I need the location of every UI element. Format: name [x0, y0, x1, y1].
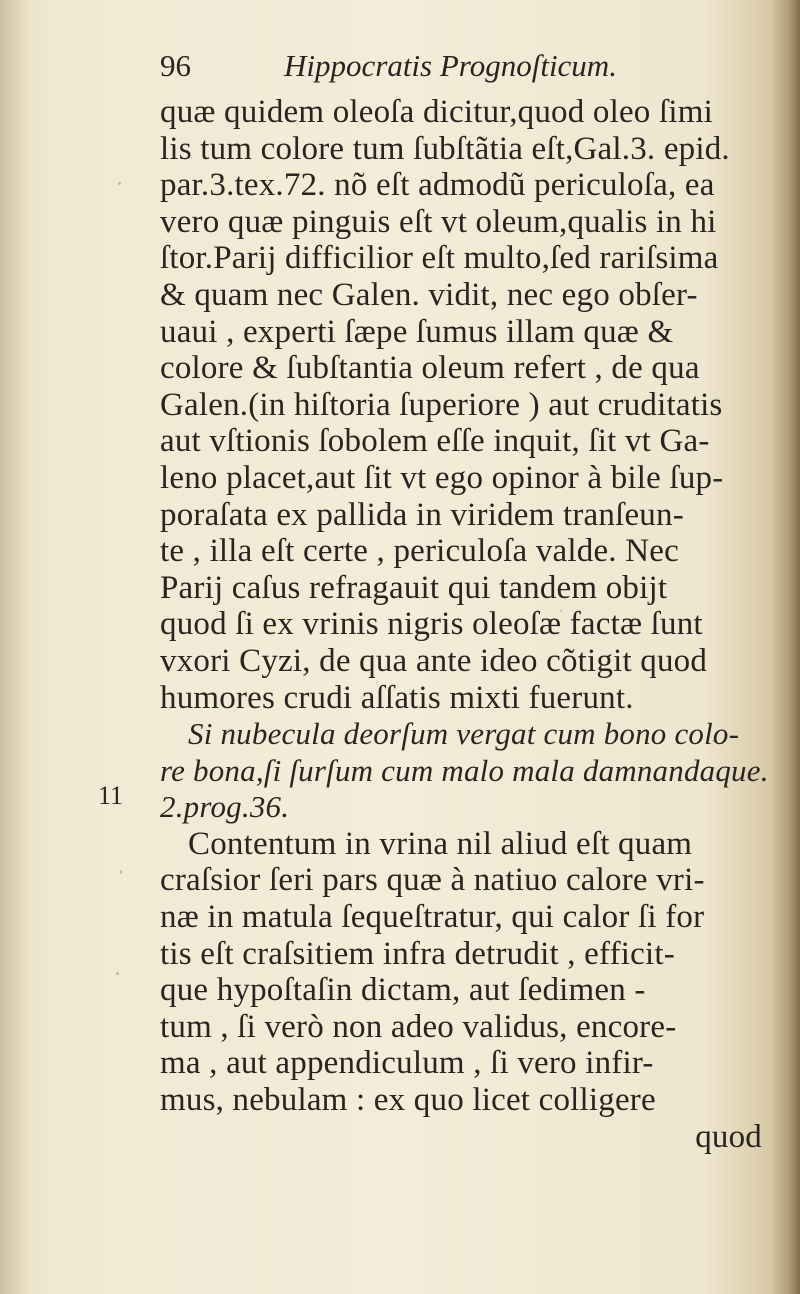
text-line: Contentum in vrina nil aliud eſt quam — [188, 825, 693, 862]
page-header — [160, 44, 770, 94]
paragraph-commentary — [160, 826, 770, 1155]
text-line: Parij caſus refragauit qui tandem obijt — [160, 569, 668, 606]
text-line: quæ quidem oleoſa dicitur,quod oleo ſimi — [160, 94, 713, 130]
text-line: vxori Cyzi, de qua ante ideo cõtigit quod — [160, 642, 708, 679]
catchword: quod — [695, 1118, 762, 1155]
text-line: te , illa eſt certe , periculoſa valde. Nec — [160, 533, 679, 570]
page-gutter-shadow — [0, 0, 30, 1294]
aphorism — [160, 716, 770, 826]
text-line: quod ſi ex vrinis nigris oleoſæ factæ ſunt — [160, 606, 703, 643]
text-line: colore & ſubſtantia oleum refert , de qua — [160, 350, 700, 387]
text-line: ma , aut appendiculum , ſi vero infir- — [160, 1045, 654, 1082]
text-line: Galen.(in hiſtoria ſuperiore ) aut cruditatis — [160, 386, 723, 423]
text-line: tum , ſi verò non adeo validus, encore- — [160, 1008, 677, 1045]
page-number: 96 — [160, 48, 191, 83]
text-line: mus, nebulam : ex quo licet colligere — [160, 1082, 656, 1119]
running-title: Hippocratis Prognoſticum. — [284, 48, 617, 83]
text-line: aut vſtionis ſobolem eſſe inquit, ſit vt Ga- — [160, 423, 710, 460]
text-line: que hypoſtaſin dictam, aut ſedimen - — [160, 972, 646, 1009]
page-text — [160, 44, 770, 1155]
paragraph-main — [160, 94, 770, 716]
text-line: & quam nec Galen. vidit, nec ego obſer- — [160, 276, 698, 313]
text-line: lis tum colore tum ſubſtãtia eſt,Gal.3. epid. — [160, 130, 730, 167]
text-line: par.3.tex.72. nõ eſt admodũ periculoſa, ea — [160, 167, 715, 204]
text-line: humores crudi aſſatis mixti fuerunt. — [160, 679, 634, 716]
text-line: uaui , experti ſæpe ſumus illam quæ & — [160, 313, 674, 350]
margin-note: 11 — [98, 781, 124, 810]
aphorism-line: re bona,ſi ſurſum cum malo mala damnandaque. — [160, 752, 769, 788]
text-line: craſsior ſeri pars quæ à natiuo calore vri- — [160, 862, 705, 899]
text-line: poraſata ex pallida in viridem tranſeun- — [160, 496, 684, 533]
text-line: tis eſt craſsitiem infra detrudit , efficit- — [160, 935, 675, 972]
aphorism-reference: 2.prog.36. — [160, 789, 290, 825]
text-line: leno placet,aut ſit vt ego opinor à bile ſup- — [160, 459, 724, 496]
text-line: ſtor.Parij difficilior eſt multo,ſed rariſsima — [160, 240, 719, 277]
aphorism-line: Si nubecula deorſum vergat cum bono colo- — [188, 716, 740, 752]
page-edge-shadow — [772, 0, 800, 1294]
text-line: vero quæ pinguis eſt vt oleum,qualis in hi — [160, 203, 717, 240]
text-line: næ in matula ſequeſtratur, qui calor ſi for — [160, 899, 705, 936]
